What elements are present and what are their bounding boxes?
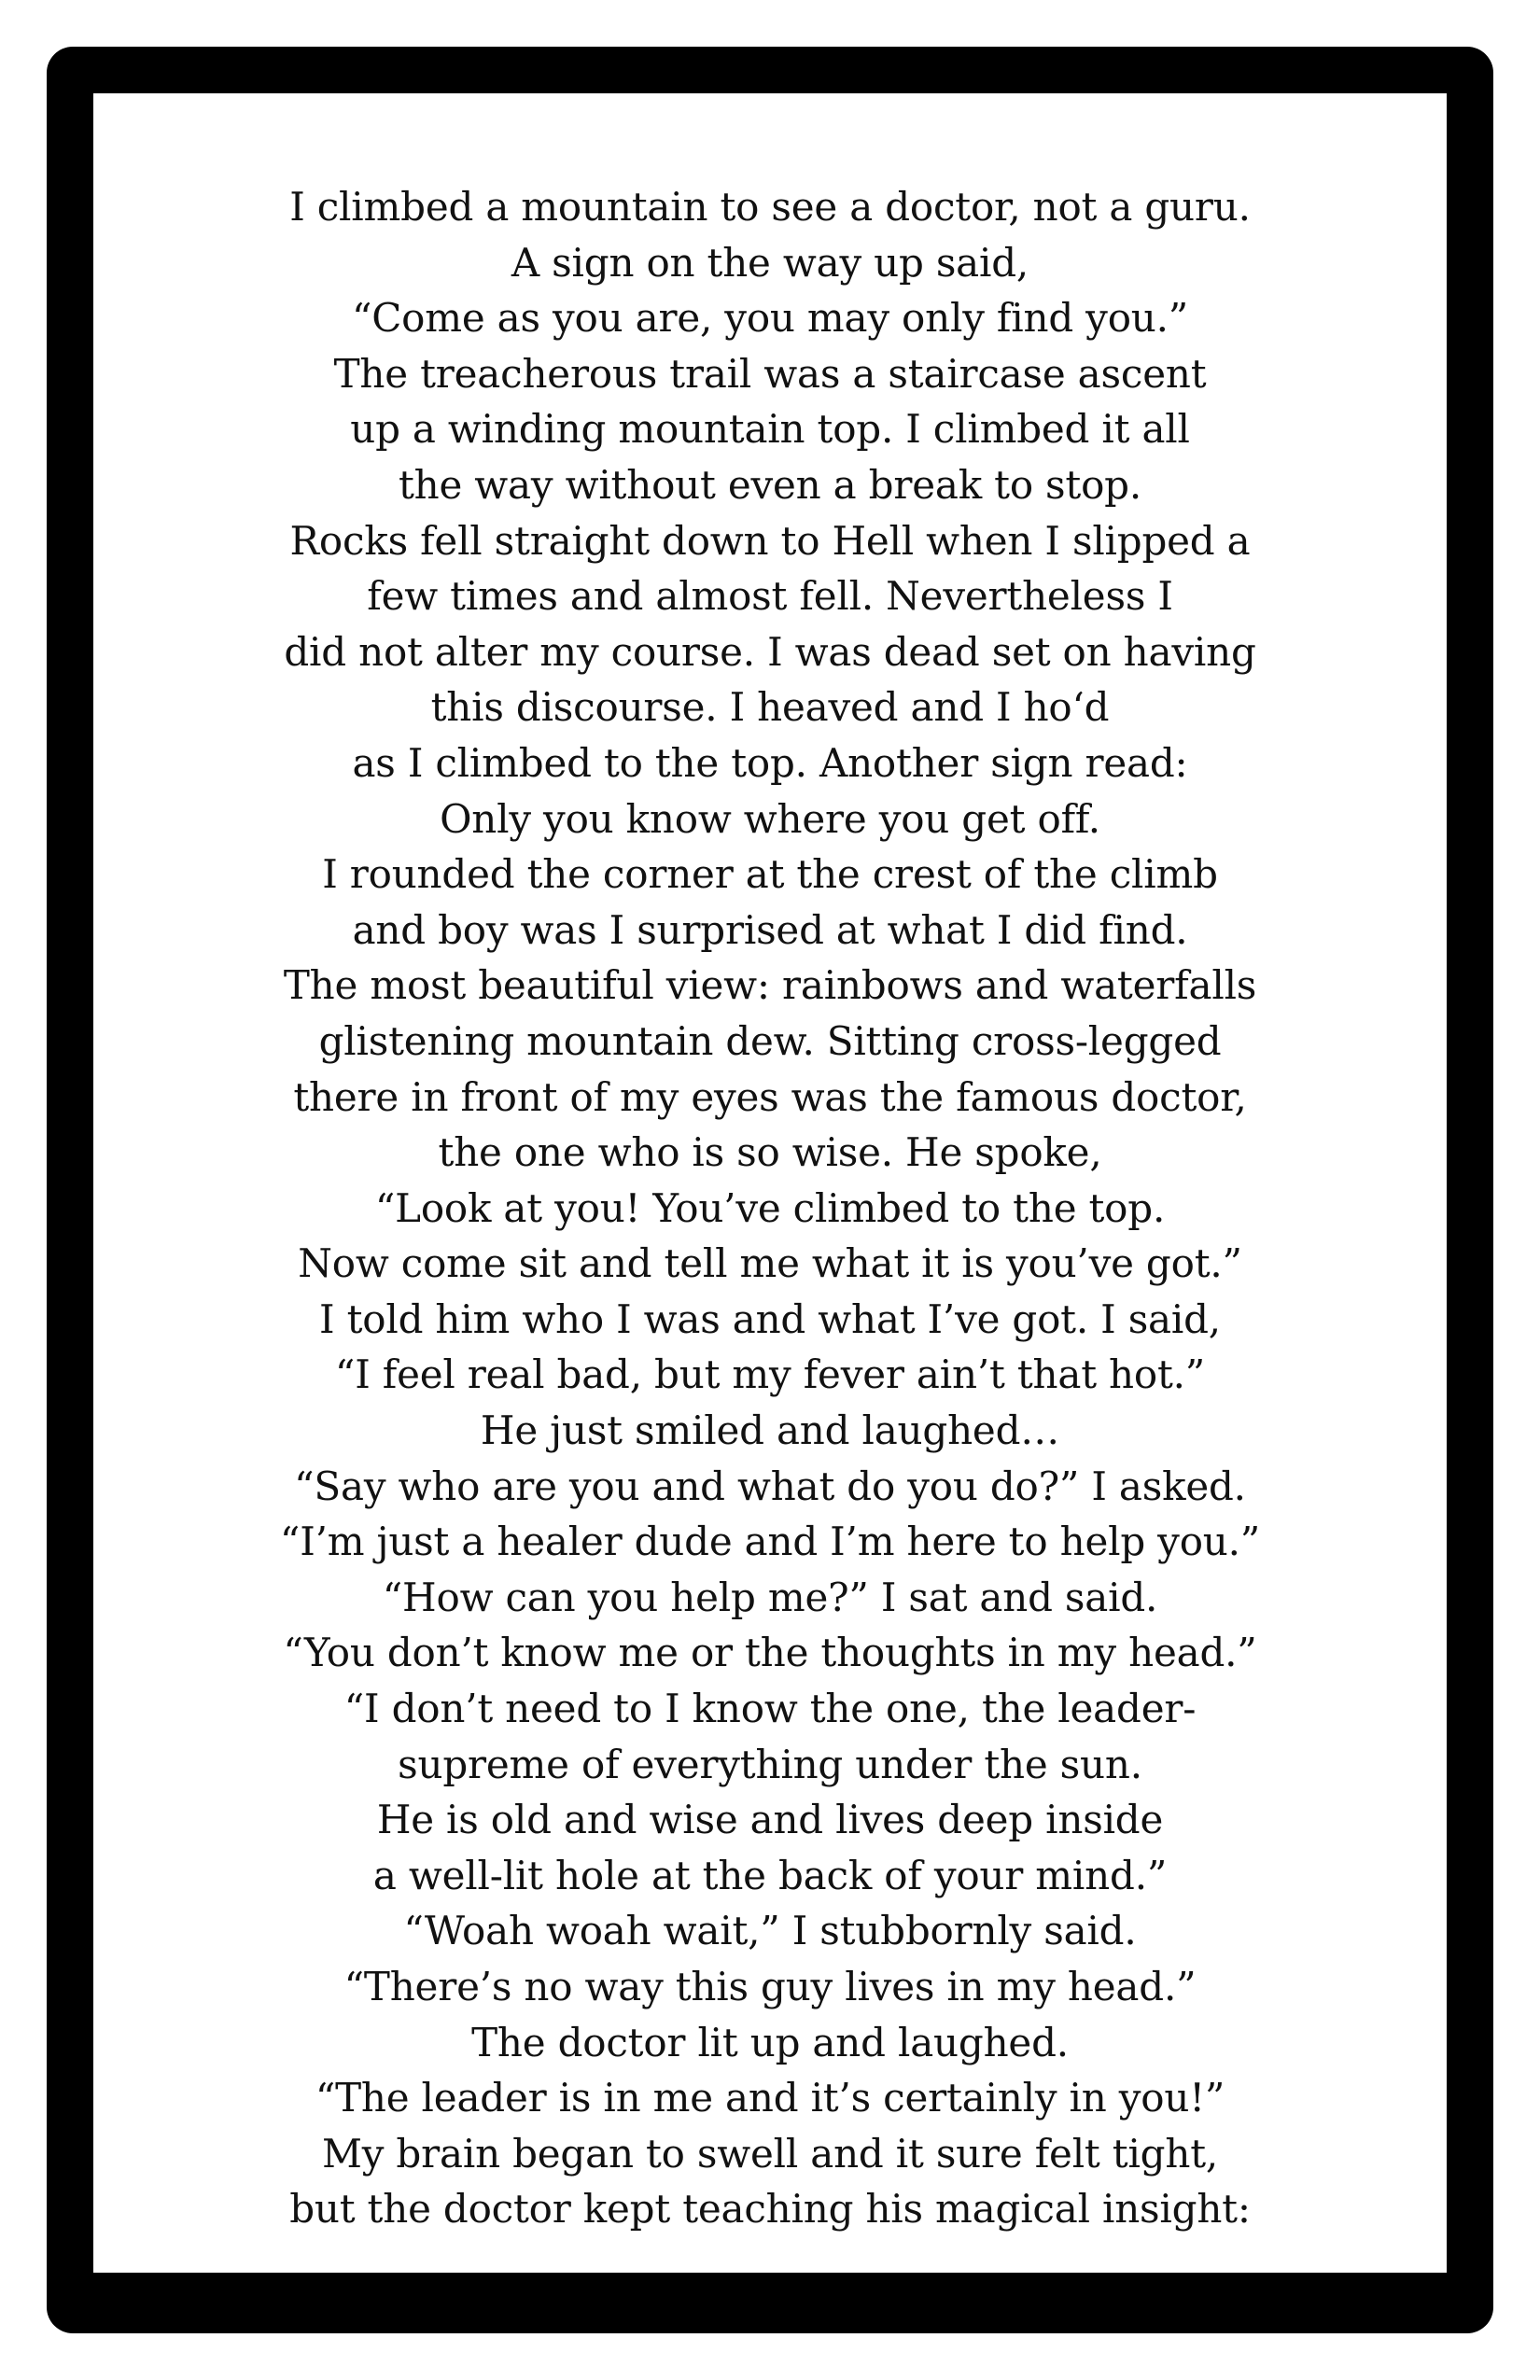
poem-line: The most beautiful view: rainbows and waterfalls — [283, 962, 1257, 1009]
poem-line: I rounded the corner at the crest of the climb — [322, 851, 1218, 898]
poem-line: “I feel real bad, but my fever ain’t that hot.” — [334, 1351, 1206, 1398]
poem-line: the way without even a break to stop. — [398, 461, 1142, 508]
poem-line: few times and almost fell. Nevertheless I — [367, 573, 1173, 620]
poem-line: but the doctor kept teaching his magical insight: — [289, 2186, 1251, 2233]
poem-line: He is old and wise and lives deep inside — [376, 1797, 1164, 1843]
poem-line: “How can you help me?” I sat and said. — [382, 1574, 1158, 1620]
poem-text — [93, 179, 1447, 2237]
poem-line: Now come sit and tell me what it is you’ve got.” — [298, 1240, 1242, 1287]
poem-line: Rocks fell straight down to Hell when I slipped a — [289, 517, 1251, 564]
poem-line: “Woah woah wait,” I stubbornly said. — [403, 1908, 1137, 1954]
poem-line: a well-lit hole at the back of your mind.” — [372, 1852, 1168, 1898]
poem-line: the one who is so wise. He spoke, — [438, 1129, 1102, 1176]
poem-line: He just smiled and laughed… — [480, 1407, 1060, 1454]
poem-line: A sign on the way up said, — [511, 239, 1029, 286]
poem-line: supreme of everything under the sun. — [398, 1741, 1142, 1787]
poem-line: The doctor lit up and laughed. — [471, 2019, 1069, 2065]
poem-line: as I climbed to the top. Another sign read: — [352, 739, 1188, 786]
poem-line: My brain began to swell and it sure felt tight, — [321, 2130, 1219, 2177]
poem-line: glistening mountain dew. Sitting cross-legged — [318, 1017, 1222, 1064]
poem-line: “I’m just a healer dude and I’m here to help you.” — [279, 1519, 1261, 1565]
poem-line: up a winding mountain top. I climbed it all — [350, 406, 1190, 453]
poem-line: “There’s no way this guy lives in my head.” — [343, 1964, 1197, 2009]
poem-line: there in front of my eyes was the famous doctor, — [293, 1073, 1247, 1120]
poem-line: “Look at you! You’ve climbed to the top. — [374, 1184, 1166, 1231]
poem-line: “Say who are you and what do you do?” I asked. — [294, 1463, 1246, 1509]
poem-line: “I don’t need to I know the one, the leader- — [343, 1686, 1197, 1732]
poem-line: The treacherous trail was a staircase ascent — [333, 350, 1207, 397]
poem-line: Only you know where you get off. — [440, 795, 1100, 842]
poem-line: and boy was I surprised at what I did find. — [352, 906, 1188, 953]
poem-line: I told him who I was and what I’ve got. I said, — [319, 1295, 1221, 1342]
poem-line: did not alter my course. I was dead set on having — [284, 628, 1256, 675]
poem-line: “The leader is in me and it’s certainly in you!” — [315, 2075, 1225, 2121]
page-content — [93, 93, 1447, 2273]
poem-line: I climbed a mountain to see a doctor, not a guru. — [289, 184, 1251, 230]
poem-line: “Come as you are, you may only find you.” — [351, 295, 1189, 342]
poem-line: “You don’t know me or the thoughts in my head.” — [283, 1630, 1257, 1676]
poem-line: this discourse. I heaved and I ho‘d — [430, 684, 1110, 731]
page-frame — [47, 47, 1493, 2333]
